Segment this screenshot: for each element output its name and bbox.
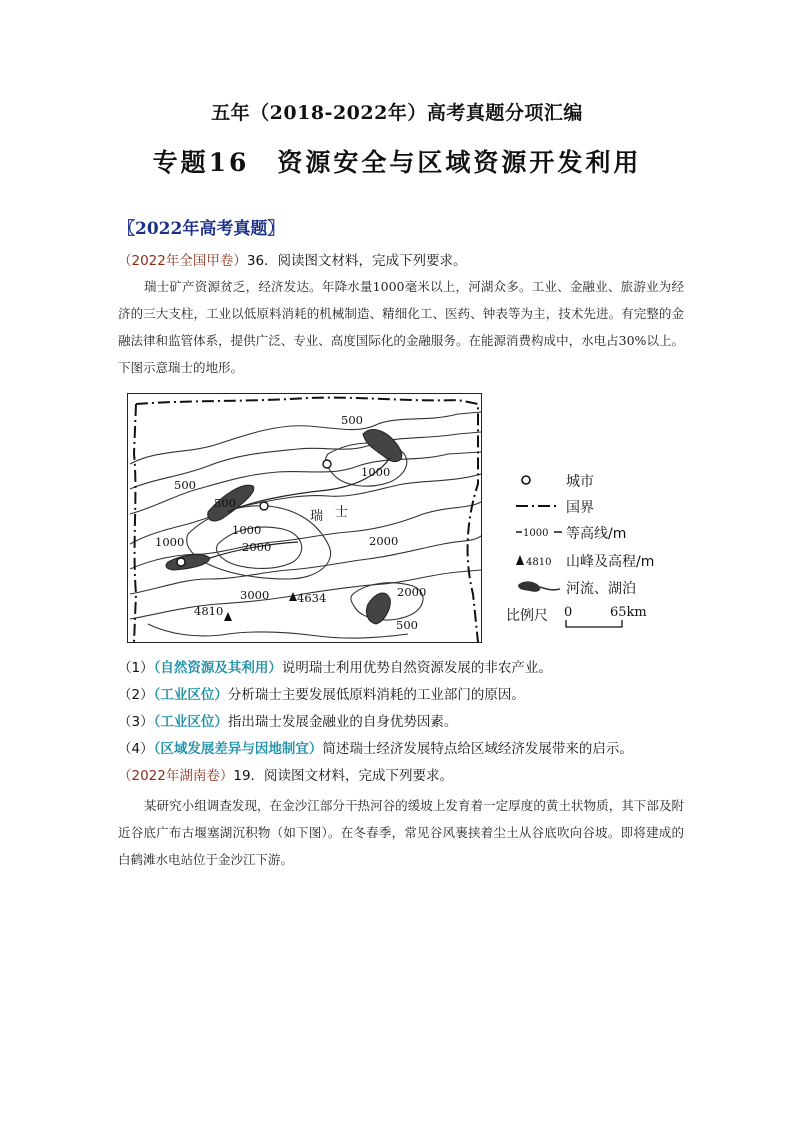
contour-line-icon	[514, 522, 566, 542]
legend-scale	[506, 602, 674, 626]
scale-label: 比例尺	[506, 608, 548, 624]
country-label: 士	[335, 505, 349, 520]
topic-tag: （区域发展差异与因地制宜）	[153, 741, 323, 757]
sub-question-1	[118, 658, 552, 678]
legend-label: 山峰及高程/m	[566, 554, 655, 570]
topic-tag: （工业区位）	[153, 714, 228, 730]
question-number: （3）	[118, 714, 154, 730]
material-paragraph: 瑞士矿产资源贫乏，经济发达。年降水量1000毫米以上，河湖众多。工业、金融业、旅游业为经济的三大支柱，工业以低原料消耗的机械制造、精细化工、医药、钟表等为主，技术先进。有完整的金融法律和监管体系，提供广泛、专业、高度国际化的金融服务。在能源消费构成中，水电占30%以上。下图示意瑞士的地形。	[118, 279, 684, 375]
question-source: （2022年湖南卷）	[118, 768, 234, 784]
sub-question-2	[118, 685, 525, 705]
question-lead: 36．阅读图文材料，完成下列要求。	[246, 253, 467, 269]
river-lake-icon	[514, 577, 566, 597]
contour-label: 1000	[232, 523, 262, 537]
contour-label: 500	[214, 496, 236, 510]
legend-contour	[514, 520, 714, 544]
question-text: 简述瑞士经济发展特点给区域经济发展带来的启示。	[322, 741, 633, 757]
peak-elevation-label: 4634	[297, 591, 327, 605]
city-icon	[514, 470, 566, 490]
peak-elevation-label: 4810	[194, 604, 224, 618]
contour-label: 1000	[361, 465, 391, 479]
border-line-icon	[514, 496, 566, 516]
legend-label: 国界	[566, 500, 594, 516]
legend-peak	[514, 548, 714, 572]
legend-city	[514, 468, 714, 492]
contour-label: 500	[174, 478, 196, 492]
legend-label: 河流、湖泊	[566, 581, 636, 597]
question-text: 分析瑞士主要发展低原料消耗的工业部门的原因。	[227, 687, 525, 703]
question-19-intro	[118, 766, 453, 786]
contour-label: 2000	[369, 534, 399, 548]
question-text: 说明瑞士利用优势自然资源发展的非农产业。	[281, 660, 552, 676]
topic-tag: （工业区位）	[153, 687, 228, 703]
question-source: （2022年全国甲卷）	[118, 253, 247, 269]
contour-label: 500	[341, 413, 363, 427]
contour-label: 2000	[242, 540, 272, 554]
legend-border	[514, 494, 714, 518]
map-drawing	[128, 394, 482, 643]
switzerland-terrain-map	[127, 393, 482, 643]
contour-sample-value: 1000	[523, 528, 549, 539]
topic-title: 专题16 资源安全与区域资源开发利用	[152, 148, 642, 177]
legend-label: 城市	[566, 474, 594, 490]
contour-label: 3000	[240, 588, 270, 602]
question-36-intro	[118, 251, 467, 271]
section-heading: 〖2022年高考真题〗	[118, 219, 285, 239]
legend-river	[514, 575, 714, 599]
question-number: （4）	[118, 741, 154, 757]
scale-bar-icon	[564, 618, 626, 630]
scale-zero: 0	[564, 605, 573, 620]
peak-icon	[514, 550, 566, 570]
contour-label: 500	[396, 618, 418, 632]
question-number: （1）	[118, 660, 154, 676]
question-lead: 19．阅读图文材料，完成下列要求。	[233, 768, 454, 784]
sub-question-4	[118, 739, 633, 759]
country-label: 瑞	[310, 509, 324, 524]
page-title: 五年（2018-2022年）高考真题分项汇编	[211, 102, 583, 124]
topic-tag: （自然资源及其利用）	[153, 660, 282, 676]
contour-label: 2000	[397, 585, 427, 599]
contour-label: 1000	[155, 535, 185, 549]
question-text: 指出瑞士发展金融业的自身优势因素。	[227, 714, 458, 730]
peak-sample-value: 4810	[526, 557, 552, 568]
sub-question-3	[118, 712, 457, 732]
scale-end: 65km	[610, 605, 647, 620]
material-paragraph-19: 某研究小组调查发现，在金沙江部分干热河谷的缓坡上发育着一定厚度的黄土状物质，其下部及附近谷底广布古堰塞湖沉积物（如下图）。在冬春季，常见谷风裹挟着尘土从谷底吹向谷坡。即将建成的白鹤滩水电站位于金沙江下游。	[118, 798, 684, 867]
legend-label: 等高线/m	[566, 526, 627, 542]
question-number: （2）	[118, 687, 154, 703]
